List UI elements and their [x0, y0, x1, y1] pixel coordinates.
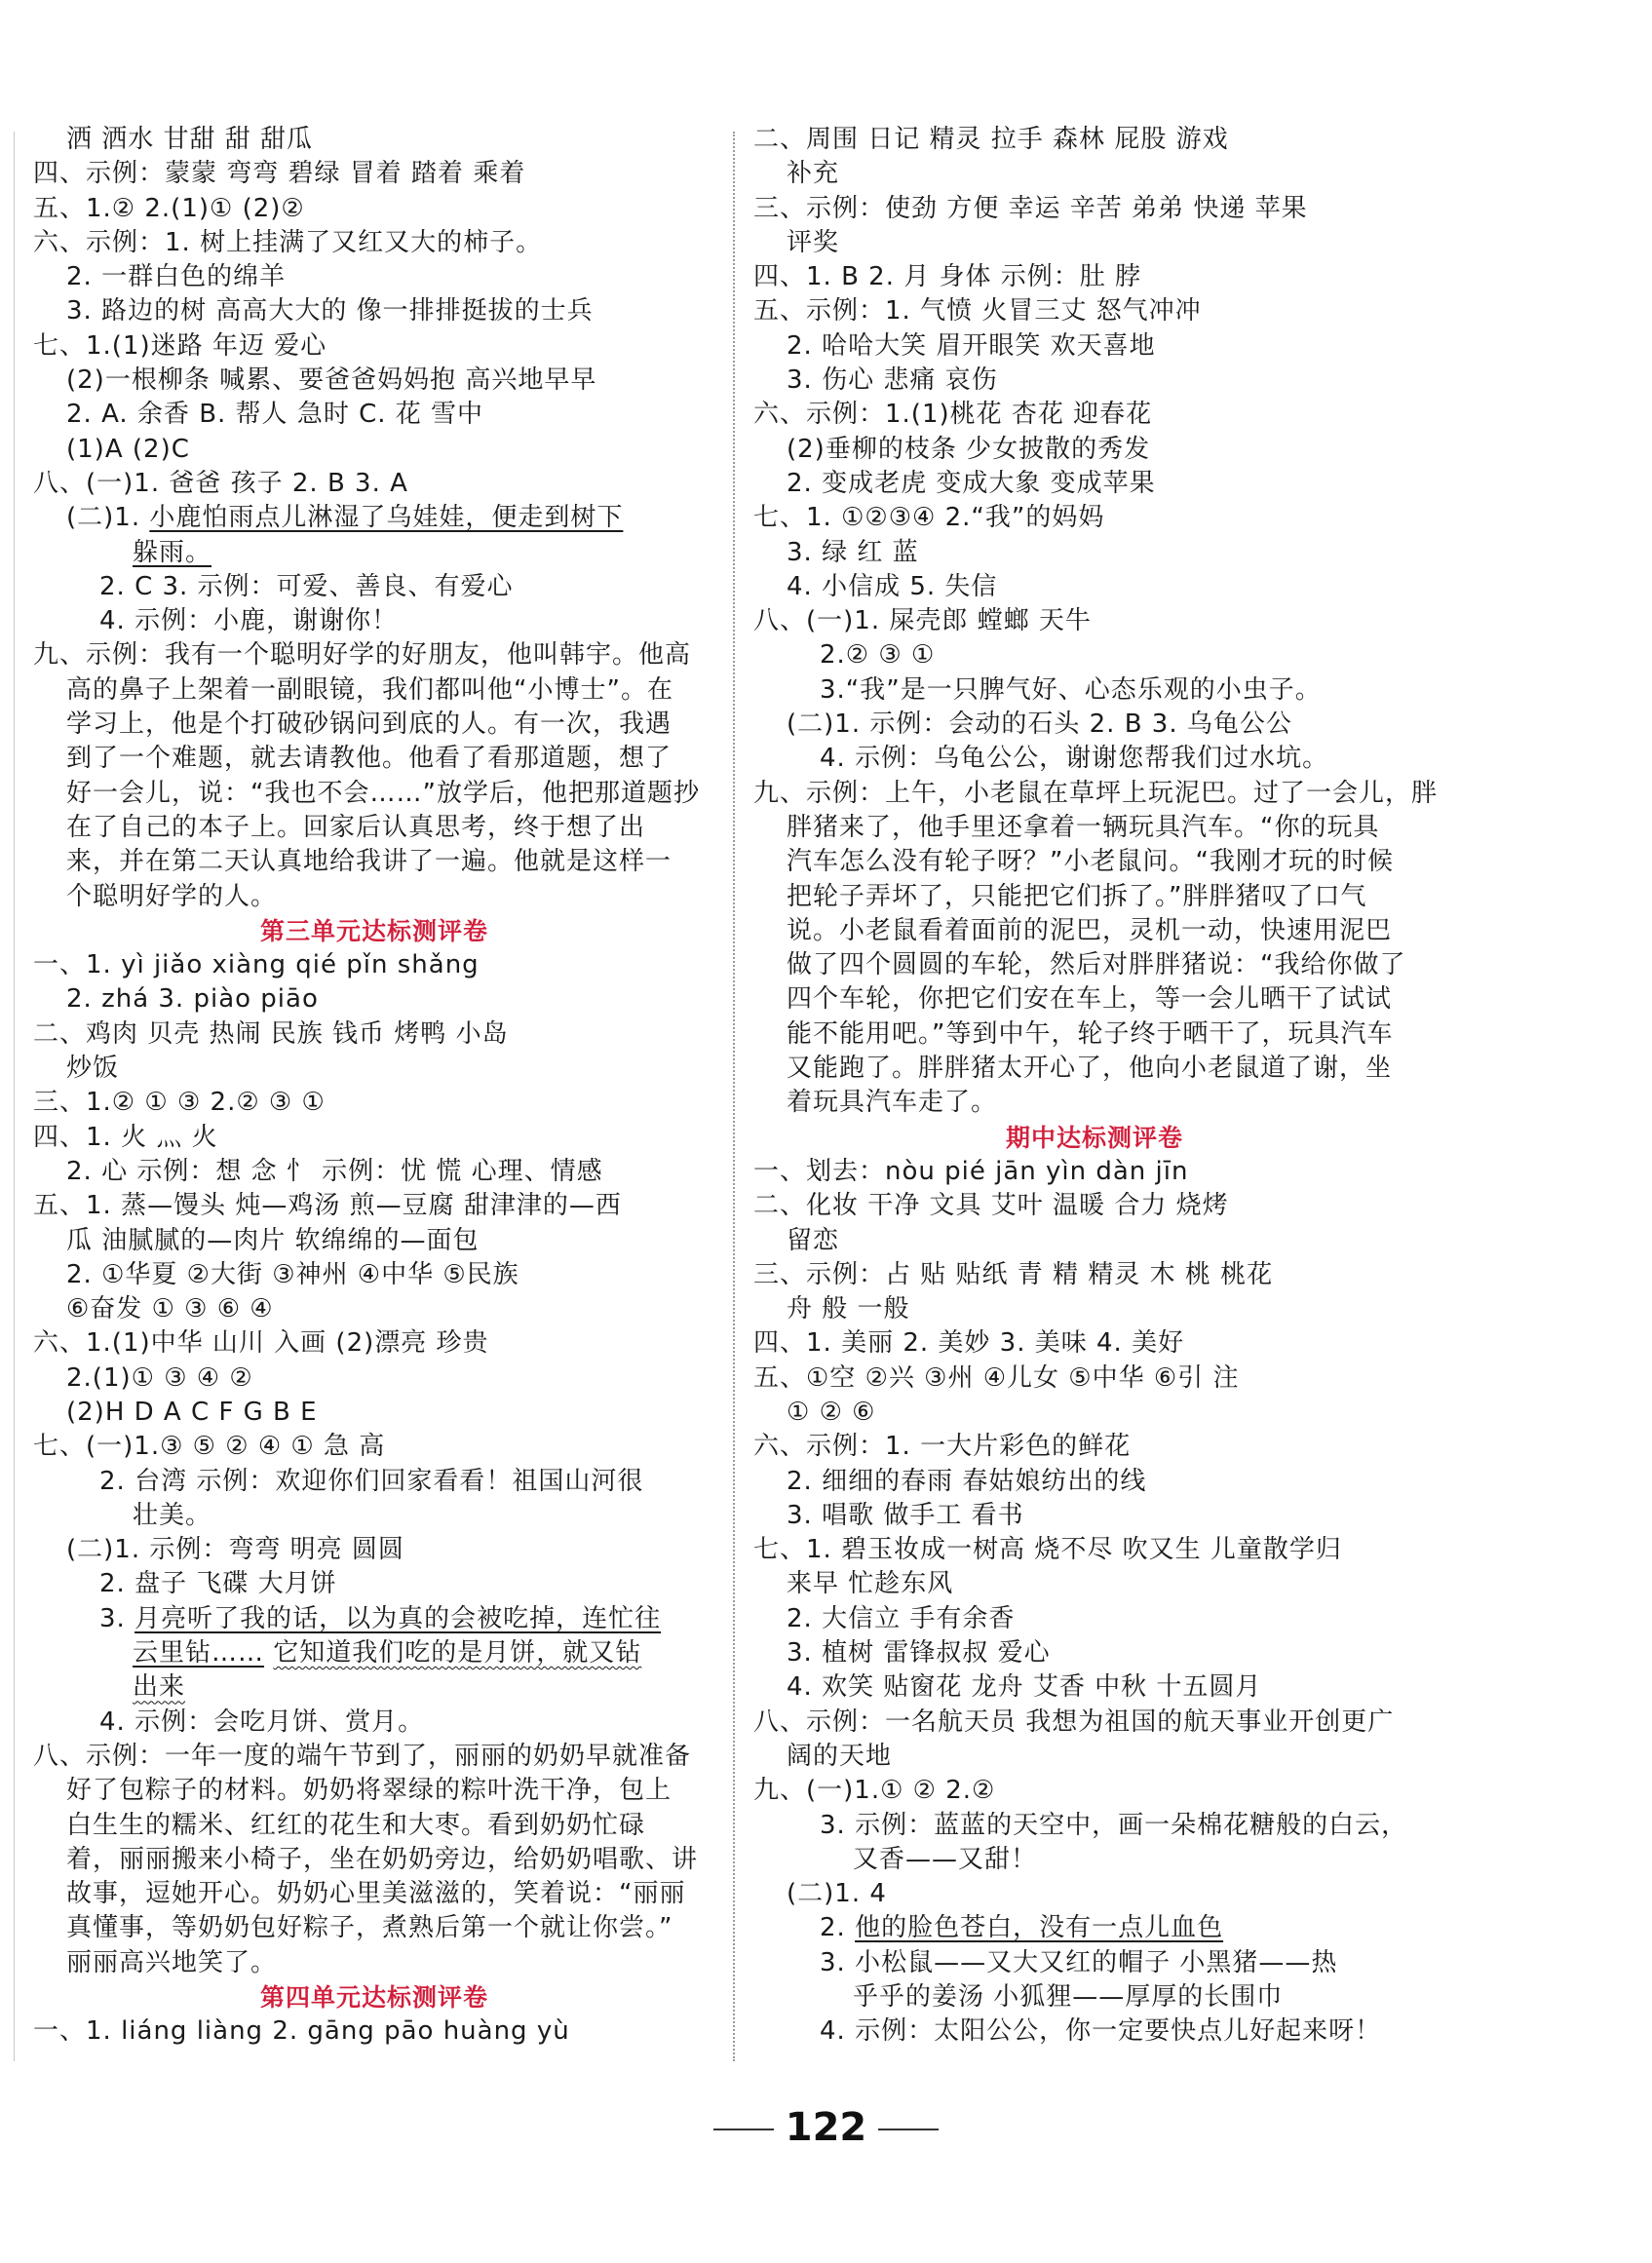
answer-line: 2. A. 余香 B. 帮人 急时 C. 花 雪中 — [66, 400, 484, 430]
answer-line: 故事，逗她开心。奶奶心里美滋滋的，笑着说：“丽丽 — [66, 1879, 686, 1909]
answer-line: 4. 示例：太阳公公，你一定要快点儿好起来呀！ — [820, 2016, 1382, 2047]
answer-line: 在了自己的本子上。回家后认真思考，终于想了出 — [66, 812, 646, 842]
answer-line: 二、化妆 干净 文具 艾叶 温暖 合力 烧烤 — [753, 1191, 1229, 1221]
answer-line: 九、示例：上午，小老鼠在草坪上玩泥巴。过了一会儿，胖 — [753, 778, 1439, 808]
answer-line: 一、1. yì jiǎo xiàng qié pǐn shǎng — [33, 950, 480, 980]
section-heading: 第三单元达标测评卷 — [259, 916, 488, 945]
answer-line: 四个车轮，你把它们安在车上，等一会儿晒干了试试 — [787, 984, 1393, 1015]
answer-line: 八、(一)1. 屎壳郎 螳螂 天牛 — [753, 606, 1092, 636]
underlined-text: 小鹿怕雨点儿淋湿了乌娃娃，便走到树下 — [149, 503, 624, 533]
answer-line: 五、1.② 2.(1)① (2)② — [33, 193, 305, 223]
answer-line: 2. ①华夏 ②大街 ③神州 ④中华 ⑤民族 — [66, 1259, 519, 1289]
answer-line: 胖猪来了，他手里还拿着一辆玩具汽车。“你的玩具 — [787, 812, 1380, 842]
answer-line: 把轮子弄坏了，只能把它们拆了。”胖胖猪叹了口气 — [787, 881, 1367, 911]
answer-line: 九、(一)1.① ② 2.② — [753, 1776, 996, 1806]
answer-line: 4. 示例：乌龟公公，谢谢您帮我们过水坑。 — [820, 744, 1329, 774]
answer-line: 瓜 油腻腻的—肉片 软绵绵的—面包 — [66, 1225, 480, 1255]
answer-line: 八、示例：一年一度的端午节到了，丽丽的奶奶早就准备 — [33, 1741, 692, 1771]
answer-line: 2. 大信立 手有余香 — [787, 1603, 1016, 1633]
answer-line: 三、示例：使劲 方便 幸运 辛苦 弟弟 快递 苹果 — [753, 193, 1308, 223]
answer-line: 八、(一)1. 爸爸 孩子 2. B 3. A — [33, 468, 408, 498]
answer-line: 做了四个圆圆的车轮，然后对胖胖猪说：“我给你做了 — [787, 950, 1406, 980]
answer-line: 能不能用吧。”等到中午，轮子终于晒干了，玩具汽车 — [787, 1018, 1394, 1049]
answer-line: 七、1. 碧玉妆成一树高 烧不尽 吹又生 儿童散学归 — [753, 1535, 1342, 1565]
answer-line: 四、1. 火 灬 火 — [33, 1122, 218, 1152]
answer-line: 好一会儿，说：“我也不会……”放学后，他把那道题抄 — [66, 778, 700, 808]
answer-line: (2)H D A C F G B E — [66, 1397, 318, 1427]
answer-line: 六、示例：1.(1)桃花 杏花 迎春花 — [753, 400, 1153, 430]
answer-line: 二、鸡肉 贝壳 热闹 民族 钱币 烤鸭 小岛 — [33, 1018, 509, 1049]
answer-line: 又香——又甜！ — [853, 1844, 1038, 1874]
answer-line: 六、1.(1)中华 山川 入画 (2)漂亮 珍贵 — [33, 1328, 489, 1359]
answer-line: 五、示例：1. 气愤 火冒三丈 怒气冲冲 — [753, 296, 1202, 326]
answer-prefix: (二)1. — [66, 503, 150, 533]
answer-line: 2. 台湾 示例：欢迎你们回家看看！祖国山河很 — [99, 1466, 644, 1496]
answer-line: 二、周围 日记 精灵 拉手 森林 屁股 游戏 — [753, 125, 1229, 154]
answer-line — [33, 1636, 715, 1670]
answer-line: 2. 细细的春雨 春姑娘纺出的线 — [787, 1466, 1147, 1496]
answer-line: 来早 忙趁东风 — [787, 1569, 954, 1599]
answer-line: 四、1. 美丽 2. 美妙 3. 美味 4. 美好 — [753, 1328, 1185, 1359]
answer-line: 2.② ③ ① — [820, 640, 936, 671]
answer-line: 2. C 3. 示例：可爱、善良、有爱心 — [99, 571, 514, 601]
answer-line: 4. 示例：小鹿，谢谢你！ — [99, 606, 399, 636]
answer-line: 舟 般 一般 — [787, 1294, 910, 1324]
answer-line: 七、(一)1.③ ⑤ ② ④ ① 急 高 — [33, 1432, 386, 1462]
footer-rule-right — [878, 2129, 939, 2130]
answer-line: 又能跑了。胖胖猪太开心了，他向小老鼠道了谢，坐 — [787, 1054, 1393, 1084]
answer-line: 到了一个难题，就去请教他。他看了看那道题，想了 — [66, 744, 672, 774]
answer-line: 洒 洒水 甘甜 甜 甜瓜 — [66, 125, 314, 154]
answer-line: 留恋 — [787, 1225, 840, 1255]
answer-line: 2.(1)① ③ ④ ② — [66, 1362, 253, 1393]
answer-line: 4. 小信成 5. 失信 — [787, 571, 998, 601]
answer-line: 2. zhá 3. piào piāo — [66, 984, 319, 1015]
answer-line: (2)一根柳条 喊累、要爸爸妈妈抱 高兴地早早 — [66, 365, 597, 396]
answer-line: 壮美。 — [133, 1500, 212, 1530]
answer-line: 四、1. B 2. 月 身体 示例：肚 脖 — [753, 262, 1142, 292]
wavy-underlined-text: 出来 — [133, 1672, 186, 1703]
answer-line: 补充 — [787, 159, 840, 189]
underlined-text: 云里钻…… — [133, 1638, 265, 1668]
left-answer-column — [33, 123, 715, 2050]
answer-line — [33, 536, 715, 570]
answer-line: 3. 路边的树 高高大大的 像一排排挺拔的士兵 — [66, 296, 594, 326]
answer-line: 3. 伤心 悲痛 哀伤 — [787, 365, 998, 396]
answer-line: ① ② ⑥ — [787, 1397, 876, 1427]
answer-line: (2)垂柳的枝条 少女披散的秀发 — [787, 434, 1151, 464]
answer-line: 3. 植树 雷锋叔叔 爱心 — [787, 1638, 1051, 1668]
answer-line: 五、1. 蒸—馒头 炖—鸡汤 煎—豆腐 甜津津的—西 — [33, 1191, 622, 1221]
answer-line: (1)A (2)C — [66, 434, 190, 464]
answer-line: 3.“我”是一只脾气好、心态乐观的小虫子。 — [820, 674, 1322, 705]
page-footer — [0, 2105, 1652, 2150]
answer-line — [33, 501, 715, 535]
answer-line: 六、示例：1. 树上挂满了又红又大的柿子。 — [33, 227, 543, 257]
answer-line: 2. 盘子 飞碟 大月饼 — [99, 1569, 337, 1599]
wavy-underlined-text: 它知道我们吃的是月饼，就又钻 — [273, 1638, 642, 1668]
answer-line: 3. 小松鼠——又大又红的帽子 小黑猪——热 — [820, 1947, 1338, 1977]
answer-line: 2. 变成老虎 变成大象 变成苹果 — [787, 468, 1156, 498]
answer-line: 真懂事，等奶奶包好粽子，煮熟后第一个就让你尝。” — [66, 1913, 673, 1943]
answer-line: 好了包粽子的材料。奶奶将翠绿的粽叶洗干净，包上 — [66, 1776, 672, 1806]
underlined-text: 月亮听了我的话，以为真的会被吃掉，连忙往 — [134, 1603, 662, 1633]
answer-line: 3. 示例：蓝蓝的天空中，画一朵棉花糖般的白云， — [820, 1810, 1408, 1840]
answer-line: 3. 绿 红 蓝 — [787, 537, 919, 567]
answer-line: 来，并在第二天认真地给我讲了一遍。他就是这样一 — [66, 847, 672, 877]
answer-line: 着，丽丽搬来小椅子，坐在奶奶旁边，给奶奶唱歌、讲 — [66, 1844, 699, 1874]
answer-line: 一、1. liáng liàng 2. gāng pāo huàng yù — [33, 2016, 570, 2047]
column-divider — [733, 132, 735, 2061]
answer-line: 评奖 — [787, 227, 840, 257]
page-number: 122 — [785, 2105, 867, 2150]
section-heading: 期中达标测评卷 — [1005, 1123, 1183, 1152]
answer-line — [753, 1911, 1436, 1945]
answer-line: 2. 哈哈大笑 眉开眼笑 欢天喜地 — [787, 330, 1156, 361]
right-answer-column — [753, 123, 1439, 2050]
answer-line: 九、示例：我有一个聪明好学的好朋友，他叫韩宇。他高 — [33, 640, 692, 671]
answer-line: 说。小老鼠看着面前的泥巴，灵机一动，快速用泥巴 — [787, 915, 1393, 945]
answer-line: 4. 示例：会吃月饼、赏月。 — [99, 1707, 425, 1737]
answer-line: 阔的天地 — [787, 1741, 893, 1771]
answer-line: (二)1. 4 — [787, 1879, 887, 1909]
answer-line: 4. 欢笑 贴窗花 龙舟 艾香 中秋 十五圆月 — [787, 1672, 1262, 1703]
answer-line: 三、1.② ① ③ 2.② ③ ① — [33, 1088, 326, 1118]
answer-line: 3. 唱歌 做手工 看书 — [787, 1500, 1024, 1530]
section-heading: 第四单元达标测评卷 — [259, 1983, 488, 2013]
answer-line: 丽丽高兴地笑了。 — [66, 1947, 278, 1977]
underlined-text: 躲雨。 — [133, 537, 212, 567]
left-margin-rule — [14, 132, 15, 2061]
answer-line: 着玩具汽车走了。 — [787, 1088, 998, 1118]
answer-line: 五、①空 ②兴 ③州 ④儿女 ⑤中华 ⑥引 注 — [753, 1362, 1240, 1393]
answer-prefix: 3. — [99, 1603, 135, 1633]
answer-line: 七、1. ①②③④ 2.“我”的妈妈 — [753, 503, 1105, 533]
answer-line: 炒饭 — [66, 1054, 120, 1084]
underlined-text: 他的脸色苍白，没有一点儿血色 — [855, 1913, 1224, 1943]
answer-line: 2. 一群白色的绵羊 — [66, 262, 287, 292]
answer-line: 高的鼻子上架着一副眼镜，我们都叫他“小博士”。在 — [66, 674, 673, 705]
answer-line: (二)1. 示例：会动的石头 2. B 3. 乌龟公公 — [787, 710, 1292, 740]
answer-line: 一、划去：nòu pié jān yìn dàn jīn — [753, 1156, 1189, 1186]
answer-line: (二)1. 示例：弯弯 明亮 圆圆 — [66, 1535, 404, 1565]
answer-prefix: 2. — [820, 1913, 856, 1943]
answer-line: 四、示例：蒙蒙 弯弯 碧绿 冒着 踏着 乘着 — [33, 159, 526, 189]
answer-line — [33, 1670, 715, 1705]
answer-line: 六、示例：1. 一大片彩色的鲜花 — [753, 1432, 1132, 1462]
answer-line: 乎乎的姜汤 小狐狸——厚厚的长围巾 — [853, 1982, 1284, 2013]
answer-line: 汽车怎么没有轮子呀？”小老鼠问。“我刚才玩的时候 — [787, 847, 1394, 877]
answer-line: 八、示例：一名航天员 我想为祖国的航天事业开创更广 — [753, 1707, 1395, 1737]
footer-rule-left — [713, 2129, 774, 2130]
answer-line: 七、1.(1)迷路 年迈 爱心 — [33, 330, 327, 361]
answer-line: 2. 心 示例：想 念 忄 示例：忧 慌 心理、情感 — [66, 1156, 603, 1186]
answer-line: 三、示例：占 贴 贴纸 青 精 精灵 木 桃 桃花 — [753, 1259, 1274, 1289]
answer-line: ⑥奋发 ① ③ ⑥ ④ — [66, 1294, 274, 1324]
spacer — [264, 1638, 273, 1668]
answer-line: 学习上，他是个打破砂锅问到底的人。有一次，我遇 — [66, 710, 672, 740]
answer-line: 个聪明好学的人。 — [66, 881, 278, 911]
answer-line: 白生生的糯米、红红的花生和大枣。看到奶奶忙碌 — [66, 1810, 646, 1840]
answer-line — [33, 1602, 715, 1636]
